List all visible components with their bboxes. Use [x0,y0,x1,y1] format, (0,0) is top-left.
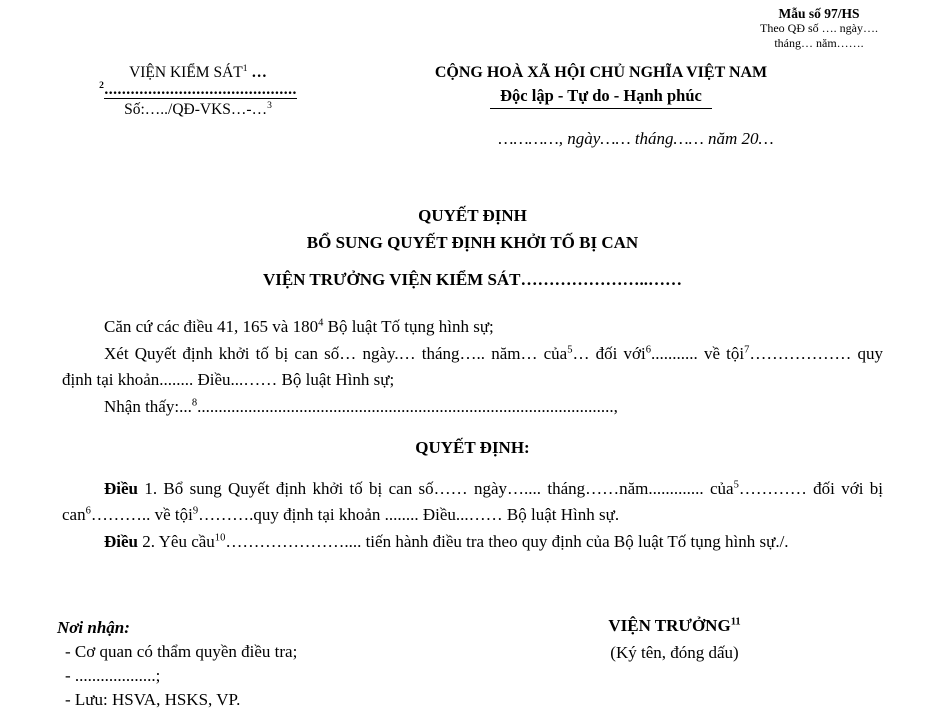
form-ref-decision-line: Theo QĐ số …. ngày…. [760,21,878,35]
article-1: Điều 1. Bổ sung Quyết định khởi tố bị can số…… ngày….... tháng……năm............. của$^5$………… đối với bị can$^6$……….. về tội$^9$……….quy định tại khoản ........ Điều...…… Bộ luật Hình sự. [62,478,883,524]
recipients-block [57,616,387,712]
issuing-agency-block [52,62,344,120]
document-number-line: Số:…../QĐ-VKS…-…$^3$ [124,99,272,118]
document-title-line1: QUYẾT ĐỊNH [418,206,527,225]
form-code: Mẫu số 97/HS [778,6,860,21]
paragraph-findings: Nhận thấy:...$^8$.................................................................................................., [104,396,618,416]
signature-block [537,616,812,663]
recipient-item: - Cơ quan có thẩm quyền điều tra; [65,642,298,661]
decision-heading: QUYẾT ĐỊNH: [415,438,530,457]
agency-name: VIỆN KIỂM SÁT$^1$ … [129,62,267,81]
recipient-item: - ...................; [65,666,161,685]
signer-title: VIỆN TRƯỞNG$^{11}$ [608,616,741,635]
recipient-item: - Lưu: HSVA, HSKS, VP. [65,690,241,709]
article-2: Điều 2. Yêu cầu$^{10}$………………….... tiến hành điều tra theo quy định của Bộ luật Tố tụng hình sự./. [104,531,789,551]
signer-note: (Ký tên, đóng dấu) [610,643,739,662]
document-title-line2: BỔ SUNG QUYẾT ĐỊNH KHỞI TỐ BỊ CAN [306,233,639,252]
paragraph-consideration: Xét Quyết định khởi tố bị can số… ngày.… tháng….. năm… của$^5$… đối với$^6$........... về tội$^7$……………… quy định tại khoản........ Điều...…… Bộ luật Hình sự; [62,343,884,389]
form-reference-block [760,6,878,51]
national-motto: Độc lập - Tự do - Hạnh phúc [490,86,712,109]
form-ref-date-line: tháng… năm……. [774,36,864,50]
paragraph-legal-basis: Căn cứ các điều 41, 165 và $180^4$ Bộ luật Tố tụng hình sự; [104,317,494,336]
place-date-line: …………, ngày…… tháng…… năm 20… [498,129,774,148]
agency-name-dotted-line: $^2$............................................ [99,79,297,98]
document-body [62,314,883,555]
authority-line: VIỆN TRƯỞNG VIỆN KIỂM SÁT…………………..…… [262,270,683,289]
national-header-block [362,62,840,149]
recipients-label: Nơi nhận: [57,618,130,637]
document-title [62,202,883,256]
national-title: CỘNG HOÀ XÃ HỘI CHỦ NGHĨA VIỆT NAM [434,64,768,81]
